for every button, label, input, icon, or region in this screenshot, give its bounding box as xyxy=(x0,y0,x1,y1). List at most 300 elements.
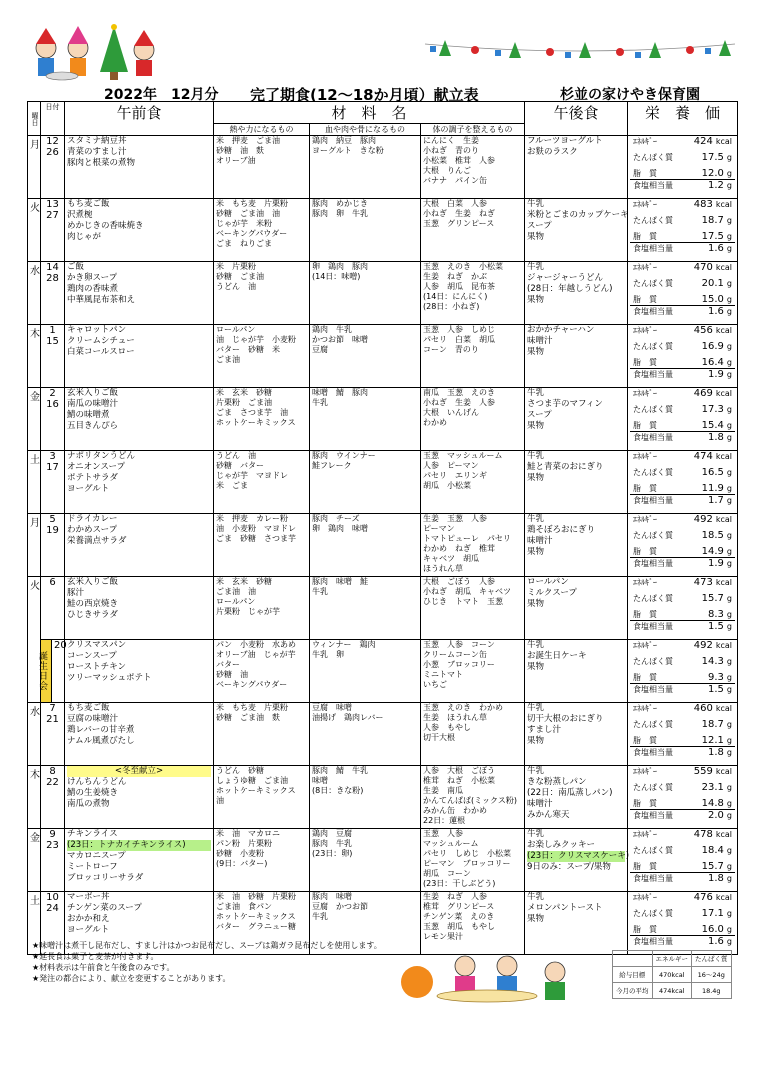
christmas-children-illustration xyxy=(26,22,161,82)
nutrition-label: ｴﾈﾙｷﾞｰ xyxy=(633,641,657,650)
nutrition-unit: kcal xyxy=(715,389,732,398)
cell-line: 砂糖 バター xyxy=(216,461,264,470)
nutrition-unit: g xyxy=(726,862,732,871)
nutrition-unit: g xyxy=(726,559,732,568)
afternoon-meal-cell xyxy=(525,640,628,703)
nutrition-cell xyxy=(628,577,738,640)
nutrition-label: 脂 質 xyxy=(633,421,657,430)
cell-line: 米 ごま xyxy=(216,481,248,490)
nutrition-protein xyxy=(630,152,735,163)
nutrition-value: 17.5 xyxy=(701,231,724,242)
cell-line: <冬至献立> xyxy=(67,766,211,777)
nutrition-unit: g xyxy=(726,181,732,190)
afternoon-meal-cell xyxy=(525,388,628,451)
nutrition-unit: g xyxy=(726,153,732,162)
nutrition-value: 9.3 xyxy=(708,672,724,683)
nutrition-value-wrap xyxy=(694,577,732,588)
cell-line: わかめ xyxy=(423,418,447,427)
cell-line: 鶏肉 納豆 豚肉 xyxy=(312,136,376,145)
col-nutrition: 栄 養 価 xyxy=(628,102,738,136)
nutrition-fat xyxy=(630,861,735,872)
christmas-garland-illustration xyxy=(425,38,735,60)
cell-line: 油揚げ 鶏肉レバー xyxy=(312,713,384,722)
cell-line: かき卵スープ xyxy=(67,273,118,283)
cell-line: 油 小麦粉 マヨドレ xyxy=(216,524,296,533)
nutrition-value-wrap xyxy=(708,609,732,620)
nutrition-value-wrap xyxy=(694,262,732,273)
cell-line: 米 もち麦 片栗粉 xyxy=(216,199,288,208)
cell-line: ホットケーキミックス xyxy=(216,418,296,427)
nutrition-value-wrap xyxy=(708,495,732,506)
cell-line: 砂糖 小麦粉 xyxy=(216,849,264,858)
cell-line: 人参 大根 ごぼう xyxy=(423,766,495,775)
nutrition-unit: g xyxy=(726,307,732,316)
menu-row xyxy=(28,829,738,892)
cell-line: 玄米入りご飯 xyxy=(67,388,119,398)
nutrition-label: 脂 質 xyxy=(633,358,657,367)
afternoon-meal-cell xyxy=(525,199,628,262)
nutrition-value: 1.5 xyxy=(708,684,724,695)
cell-line: 肉じゃが xyxy=(67,232,102,242)
nutrition-unit: kcal xyxy=(715,515,732,524)
nutrition-value: 18.5 xyxy=(701,530,724,541)
cell-line: けんちんうどん xyxy=(67,777,127,787)
date-cell: 2 16 xyxy=(41,388,65,451)
year-month: 2022年 12月分 xyxy=(104,87,219,103)
nutrition-cell xyxy=(628,829,738,892)
nutrition-value-wrap xyxy=(708,306,732,317)
ingredient-energy-cell xyxy=(214,262,310,325)
cell-line: (23日：干しぶどう) xyxy=(423,879,496,888)
cell-line: 果物 xyxy=(527,736,545,746)
cell-line: 果物 xyxy=(527,914,545,924)
nutrition-value: 18.4 xyxy=(701,845,724,856)
nutrition-cell xyxy=(628,766,738,829)
nutrition-label: ｴﾈﾙｷﾞｰ xyxy=(633,578,657,587)
nutrition-value-wrap xyxy=(694,892,732,903)
morning-meal-cell xyxy=(65,829,214,892)
cell-line: ピーマン ブロッコリー xyxy=(423,859,511,868)
nutrition-value-wrap xyxy=(708,243,732,254)
nutrition-unit: g xyxy=(726,685,732,694)
cell-line: お誕生日ケーキ xyxy=(527,651,587,661)
cell-line: チンゲン菜 えのき xyxy=(423,912,495,921)
nutrition-unit: g xyxy=(726,421,732,430)
nutrition-salt xyxy=(630,620,735,632)
notes xyxy=(32,940,382,984)
nutrition-value-wrap xyxy=(708,684,732,695)
cell-line: 油 じゃが芋 小麦粉 xyxy=(216,335,296,344)
cell-line: ごま油 油 xyxy=(216,587,256,596)
nutrition-value-wrap xyxy=(694,451,732,462)
cell-line: ブロッコリーサラダ xyxy=(67,873,144,883)
nutrition-label: ｴﾈﾙｷﾞｰ xyxy=(633,137,657,146)
note-line: ★延長食は菓子と麦茶が付きます。 xyxy=(32,952,159,961)
nutrition-value-wrap xyxy=(702,152,732,163)
cell-line: 味噌汁 xyxy=(527,536,553,546)
cell-line: オリーブ油 xyxy=(216,156,256,165)
nutrition-label: たんぱく質 xyxy=(633,216,673,225)
cell-line: 切干大根 xyxy=(423,733,455,742)
day-cell xyxy=(28,325,41,388)
cell-line: 米 押麦 カレー粉 xyxy=(216,514,288,523)
cell-line: パン粉 片栗粉 xyxy=(216,839,272,848)
date-cell: 10 24 xyxy=(41,892,65,955)
date-cell: 7 21 xyxy=(41,703,65,766)
ingredient-energy-cell xyxy=(214,136,310,199)
nutrition-value: 23.1 xyxy=(701,782,724,793)
ingredient-energy-cell xyxy=(214,703,310,766)
menu-row xyxy=(28,577,738,640)
cell-line: チキンライス xyxy=(67,829,118,839)
nutrition-protein xyxy=(630,404,735,415)
col-date: 日付 xyxy=(41,102,65,136)
menu-row xyxy=(28,766,738,829)
cell-line: 片栗粉 じゃが芋 xyxy=(216,607,280,616)
nutrition-value: 2.0 xyxy=(708,810,724,821)
nutrition-value: 16.5 xyxy=(701,467,724,478)
nutrition-value-wrap xyxy=(702,278,732,289)
morning-meal-cell xyxy=(65,325,214,388)
nutrition-value-wrap xyxy=(702,215,732,226)
cell-line: 果物 xyxy=(527,347,545,357)
cell-line: (23日：クリスマスケーキ) xyxy=(527,851,630,861)
nutrition-label: たんぱく質 xyxy=(633,531,673,540)
cell-line: 砂糖 ごま油 油 xyxy=(216,209,280,218)
children-eating-illustration xyxy=(395,948,585,1008)
nutrition-salt xyxy=(630,368,735,380)
cell-line: バター xyxy=(216,660,240,669)
cell-line: 南瓜の煮物 xyxy=(67,799,110,809)
nutrition-value-wrap xyxy=(708,432,732,443)
nutrition-unit: g xyxy=(726,657,732,666)
nutrition-value-wrap xyxy=(694,325,732,336)
nutrition-salt xyxy=(630,242,735,254)
nutrition-unit: kcal xyxy=(715,704,732,713)
menu-row xyxy=(28,136,738,199)
nutrition-value-wrap xyxy=(702,341,732,352)
nutrition-label: 食塩相当量 xyxy=(633,307,673,316)
cell-line: ドライカレー xyxy=(67,514,118,524)
cell-line: (22日：南瓜蒸しパン) xyxy=(527,788,613,798)
nutrition-value-wrap xyxy=(702,168,732,179)
cell-line: 米粉とごまのカップケーキ xyxy=(527,210,629,220)
cell-line: 豚肉 牛乳 xyxy=(312,839,352,848)
ingredient-energy-cell xyxy=(214,829,310,892)
cell-line: 米 玄米 砂糖 xyxy=(216,577,272,586)
nutrition-value-wrap xyxy=(702,782,732,793)
avg-cell: 今月の平均 xyxy=(613,983,653,999)
nutrition-unit: g xyxy=(726,799,732,808)
day-label: 水 xyxy=(30,707,40,718)
col-ingredients: 材 料 名 xyxy=(214,102,525,124)
cell-line: うどん 油 xyxy=(216,451,256,460)
col-ing-condition: 体の調子を整えるもの xyxy=(421,124,525,136)
nutrition-energy xyxy=(630,199,735,210)
nutrition-label: 食塩相当量 xyxy=(633,937,673,946)
nutrition-value: 16.0 xyxy=(701,924,724,935)
ingredient-body-cell xyxy=(310,262,421,325)
nutrition-label: 食塩相当量 xyxy=(633,622,673,631)
cell-line: うどん 砂糖 xyxy=(216,766,264,775)
cell-line: ナポリタンうどん xyxy=(67,451,136,461)
nutrition-value: 17.1 xyxy=(701,908,724,919)
nutrition-cell xyxy=(628,136,738,199)
afternoon-meal-cell xyxy=(525,577,628,640)
cell-line: 生姜 ねぎ かぶ xyxy=(423,272,487,281)
nutrition-value: 18.7 xyxy=(701,719,724,730)
nutrition-value: 17.5 xyxy=(701,152,724,163)
cell-line: 胡瓜 コーン xyxy=(423,869,471,878)
cell-line: 豚肉と根菜の煮物 xyxy=(67,158,136,168)
cell-line: (14日：味噌) xyxy=(312,272,361,281)
cell-line: お楽しみクッキー xyxy=(527,840,596,850)
avg-cell: 470kcal xyxy=(652,967,692,983)
ingredient-energy-cell xyxy=(214,514,310,577)
nutrition-label: ｴﾈﾙｷﾞｰ xyxy=(633,893,657,902)
cell-line: ローストチキン xyxy=(67,662,126,672)
menu-row xyxy=(28,640,738,703)
cell-line: オリーブ油 じゃが芋 xyxy=(216,650,296,659)
menu-row xyxy=(28,388,738,451)
cell-line: 椎茸 ねぎ 小松菜 xyxy=(423,776,495,785)
nutrition-unit: kcal xyxy=(715,452,732,461)
cell-line: 卵 鶏肉 豚肉 xyxy=(312,262,368,271)
cell-line: 玉葱 マッシュルーム xyxy=(423,451,503,460)
cell-line: 鶏肉 牛乳 xyxy=(312,325,352,334)
cell-line: 小ねぎ 胡瓜 キャベツ xyxy=(423,587,511,596)
day-label: 火 xyxy=(30,581,40,592)
nutrition-value-wrap xyxy=(702,861,732,872)
nutrition-protein xyxy=(630,341,735,352)
nutrition-energy xyxy=(630,892,735,903)
cell-line: ヨーグルト xyxy=(67,925,110,935)
cell-line: 牛乳 xyxy=(527,388,545,398)
cell-line: 豆腐 かつお節 xyxy=(312,902,368,911)
cell-line: ヨーグルト xyxy=(67,484,110,494)
cell-line: じゃが芋 米粉 xyxy=(216,219,272,228)
cell-line: ひじきサラダ xyxy=(67,610,118,620)
nutrition-salt xyxy=(630,809,735,821)
note-line: ★味噌汁は煮干し昆布だし、すまし汁はかつお昆布だし、スープは鶏ガラ昆布だしを使用します。 xyxy=(32,941,382,950)
nutrition-target-table xyxy=(612,950,732,999)
nutrition-value-wrap xyxy=(708,621,732,632)
cell-line: マカロニスープ xyxy=(67,851,126,861)
cell-line: 牛乳 xyxy=(527,640,545,650)
nutrition-fat xyxy=(630,294,735,305)
cell-line: クリスマスパン xyxy=(67,640,127,650)
cell-line: スープ xyxy=(527,410,552,420)
cell-line: おかかチャーハン xyxy=(527,325,595,335)
nutrition-label: 食塩相当量 xyxy=(633,748,673,757)
nutrition-unit: g xyxy=(726,279,732,288)
nutrition-label: たんぱく質 xyxy=(633,468,673,477)
day-label: 木 xyxy=(30,329,40,340)
nutrition-value: 456 xyxy=(693,325,713,336)
cell-line: 牛乳 xyxy=(527,829,545,839)
cell-line: 鯖の味噌煮 xyxy=(67,410,110,420)
nutrition-value: 424 xyxy=(693,136,713,147)
col-morning: 午前食 xyxy=(65,102,214,136)
cell-line: ミニトマト xyxy=(423,670,463,679)
cell-line: 果物 xyxy=(527,547,545,557)
nutrition-value-wrap xyxy=(708,672,732,683)
nutrition-label: 脂 質 xyxy=(633,547,657,556)
cell-line: ツリーマッシュポテト xyxy=(67,673,152,683)
nutrition-label: たんぱく質 xyxy=(633,405,673,414)
nutrition-salt xyxy=(630,746,735,758)
cell-line: マッシュルーム xyxy=(423,839,479,848)
nutrition-salt xyxy=(630,935,735,947)
nutrition-protein xyxy=(630,278,735,289)
cell-line: (28日：小ねぎ) xyxy=(423,302,480,311)
nutrition-energy xyxy=(630,703,735,714)
ingredient-body-cell xyxy=(310,136,421,199)
nutrition-energy xyxy=(630,388,735,399)
cell-line: 米 もち麦 片栗粉 xyxy=(216,703,288,712)
nutrition-label: たんぱく質 xyxy=(633,657,673,666)
nutrition-unit: g xyxy=(726,496,732,505)
nutrition-unit: g xyxy=(726,748,732,757)
cell-line: きな粉蒸しパン xyxy=(527,777,587,787)
avg-cell: 給与目標 xyxy=(613,967,653,983)
day-cell xyxy=(28,766,41,829)
nutrition-value: 14.8 xyxy=(701,798,724,809)
afternoon-meal-cell xyxy=(525,703,628,766)
nutrition-value-wrap xyxy=(708,810,732,821)
birthday-badge: 誕生日会 xyxy=(41,640,52,703)
nutrition-label: たんぱく質 xyxy=(633,594,673,603)
day-label: 水 xyxy=(30,266,40,277)
cell-line: 豆腐 xyxy=(312,345,328,354)
nutrition-value-wrap xyxy=(702,530,732,541)
ingredient-energy-cell xyxy=(214,640,310,703)
cell-line: みかん缶 わかめ xyxy=(423,806,487,815)
nutrition-cell xyxy=(628,640,738,703)
cell-line: 米 玄米 砂糖 xyxy=(216,388,272,397)
cell-line: 9日のみ：スープ/果物 xyxy=(527,862,611,872)
nutrition-value-wrap xyxy=(702,357,732,368)
ingredient-condition-cell xyxy=(421,829,525,892)
nutrition-value: 12.1 xyxy=(701,735,724,746)
nutrition-value-wrap xyxy=(708,180,732,191)
nutrition-unit: kcal xyxy=(715,578,732,587)
nutrition-label: 脂 質 xyxy=(633,925,657,934)
cell-line: 牛乳 xyxy=(312,912,328,921)
cell-line: 小ねぎ 生姜 人参 xyxy=(423,398,495,407)
day-cell xyxy=(28,388,41,451)
col-ing-body: 血や肉や骨になるもの xyxy=(310,124,421,136)
cell-line: すまし汁 xyxy=(527,725,562,735)
nutrition-salt xyxy=(630,179,735,191)
cell-line: クリームシチュー xyxy=(67,336,135,346)
cell-line: ロールパン xyxy=(216,325,256,334)
date-cell: 12 26 xyxy=(41,136,65,199)
nutrition-cell xyxy=(628,325,738,388)
nutrition-value: 470 xyxy=(693,262,713,273)
ingredient-energy-cell xyxy=(214,199,310,262)
cell-line: 人参 胡瓜 昆布茶 xyxy=(423,282,495,291)
cell-line: 沢煮椀 xyxy=(67,210,93,220)
cell-line: チンゲン菜のスープ xyxy=(67,903,142,913)
cell-line: 豆腐の味噌汁 xyxy=(67,714,119,724)
ingredient-energy-cell xyxy=(214,766,310,829)
cell-line: ジャージャーうどん xyxy=(527,273,603,283)
nutrition-cell xyxy=(628,262,738,325)
avg-cell: 16～24g xyxy=(692,967,732,983)
nutrition-fat xyxy=(630,546,735,557)
nutrition-value: 1.5 xyxy=(708,621,724,632)
cell-line: 牛乳 xyxy=(312,587,328,596)
date-cell: 3 17 xyxy=(41,451,65,514)
cell-line: ホットケーキミックス xyxy=(216,912,296,921)
cell-line: 果物 xyxy=(527,662,545,672)
day-label: 月 xyxy=(30,518,40,529)
cell-line: 小ねぎ 青のり xyxy=(423,146,479,155)
cell-line: コーンスープ xyxy=(67,651,117,661)
day-cell xyxy=(28,514,41,577)
cell-line: ごま 砂糖 さつま芋 xyxy=(216,534,296,543)
morning-meal-cell xyxy=(65,640,214,703)
nutrition-value-wrap xyxy=(694,199,732,210)
cell-line: (14日：にんにく) xyxy=(423,292,488,301)
cell-line: 22日：蓮根 xyxy=(423,816,466,825)
nutrition-label: ｴﾈﾙｷﾞｰ xyxy=(633,830,657,839)
cell-line: (28日：年越しうどん) xyxy=(527,284,613,294)
nutrition-value: 1.6 xyxy=(708,936,724,947)
day-cell xyxy=(28,703,41,766)
nutrition-salt xyxy=(630,431,735,443)
nutrition-unit: g xyxy=(726,244,732,253)
cell-line: ごま油 食パン xyxy=(216,902,272,911)
nutrition-value-wrap xyxy=(702,231,732,242)
day-label: 金 xyxy=(30,392,40,403)
nutrition-value: 1.9 xyxy=(708,558,724,569)
nutrition-unit: g xyxy=(726,937,732,946)
cell-line: 米 片栗粉 xyxy=(216,262,256,271)
ingredient-condition-cell xyxy=(421,577,525,640)
morning-meal-cell xyxy=(65,766,214,829)
nutrition-value: 473 xyxy=(693,577,713,588)
cell-line: 砂糖 油 xyxy=(216,670,248,679)
nutrition-value-wrap xyxy=(702,404,732,415)
cell-line: スタミナ納豆丼 xyxy=(67,136,127,146)
nutrition-value: 1.2 xyxy=(708,180,724,191)
ingredient-body-cell xyxy=(310,766,421,829)
menu-row xyxy=(28,703,738,766)
nutrition-unit: g xyxy=(726,232,732,241)
school-name: 杉並の家けやき保育園 xyxy=(560,87,700,103)
ingredient-condition-cell xyxy=(421,451,525,514)
ingredient-condition-cell xyxy=(421,703,525,766)
cell-line: 牛乳 xyxy=(527,199,545,209)
col-afternoon: 午後食 xyxy=(525,102,628,136)
cell-line: 椎茸 グリンピース xyxy=(423,902,495,911)
nutrition-cell xyxy=(628,451,738,514)
cell-line: 玉葱 えのき わかめ xyxy=(423,703,503,712)
cell-line: (23日：トナカイチキンライス) xyxy=(67,840,211,851)
nutrition-protein xyxy=(630,908,735,919)
cell-line: ピーマン xyxy=(423,524,455,533)
cell-line: 豚肉 めかじき xyxy=(312,199,368,208)
cell-line: 小松菜 椎茸 人参 xyxy=(423,156,495,165)
ingredient-energy-cell xyxy=(214,325,310,388)
cell-line: 果物 xyxy=(527,421,545,431)
nutrition-value-wrap xyxy=(708,558,732,569)
cell-line: 砂糖 油 麩 xyxy=(216,146,264,155)
cell-line: 卵 鶏肉 味噌 xyxy=(312,524,368,533)
cell-line: ベーキングパウダー xyxy=(216,229,288,238)
